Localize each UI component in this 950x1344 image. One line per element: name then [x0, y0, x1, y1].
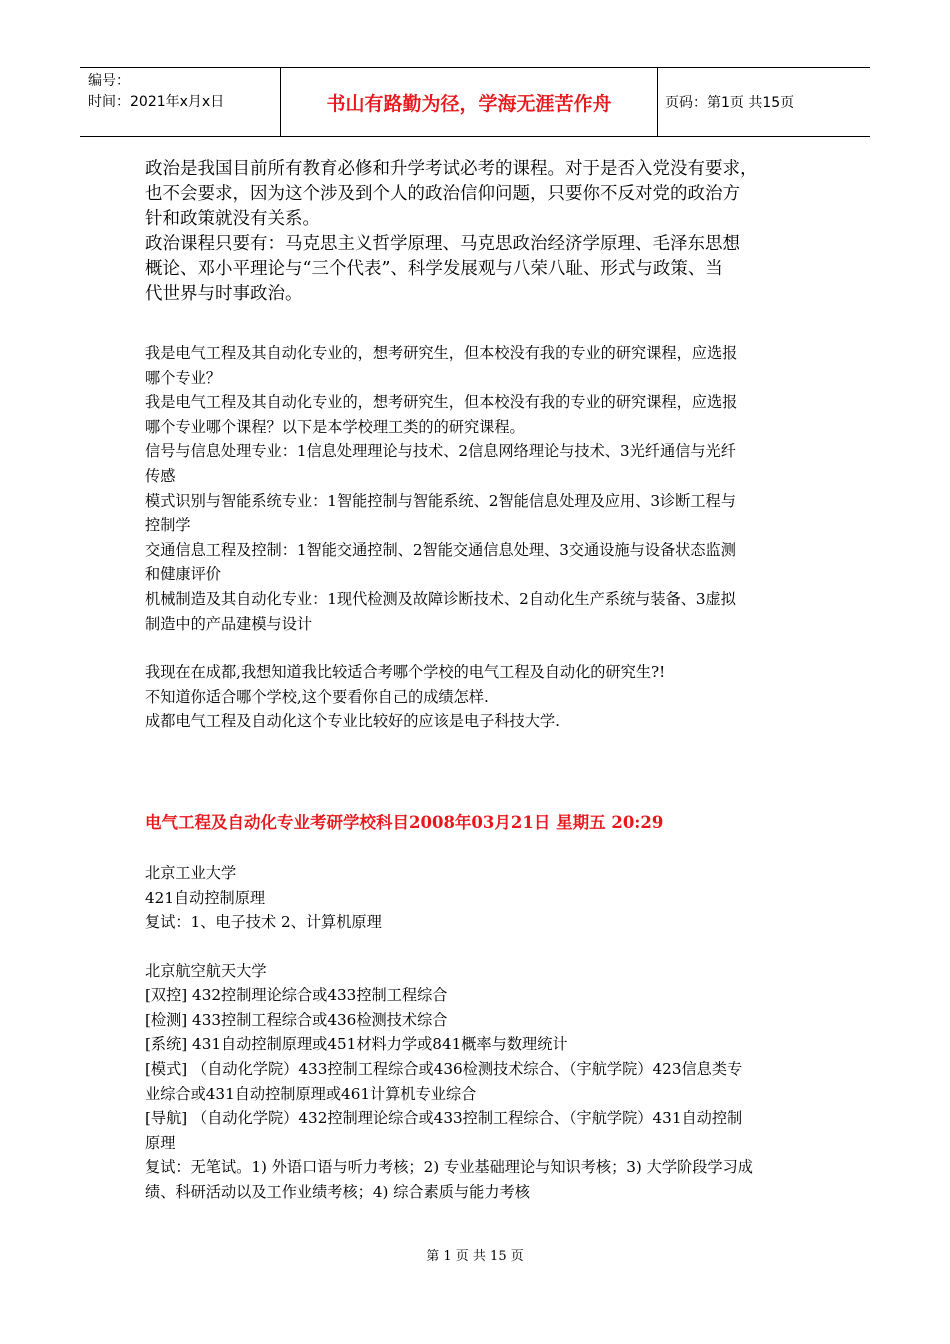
text-line: 原理 [145, 1133, 176, 1152]
text-line: 我现在在成都,我想知道我比较适合考哪个学校的电气工程及自动化的研究生?! [145, 663, 666, 682]
text-line: 针和政策就没有关系。 [145, 209, 320, 229]
qa-section-2 [145, 660, 810, 734]
text-line: 机械制造及其自动化专业：1现代检测及故障诊断技术、2自动化生产系统与装备、3虚拟 [145, 589, 736, 608]
time-label: 时间：2021年x月x日 [88, 94, 225, 110]
text-line: 也不会要求，因为这个涉及到个人的政治信仰问题，只要你不反对党的政治方 [145, 184, 740, 204]
text-line: 政治课程只要有：马克思主义哲学原理、马克思政治经济学原理、毛泽东思想 [145, 234, 740, 254]
text-line: 代世界与时事政治。 [145, 284, 303, 304]
text-line: 模式识别与智能系统专业：1智能控制与智能系统、2智能信息处理及应用、3诊断工程与 [145, 491, 736, 510]
text-line: 421自动控制原理 [145, 888, 266, 907]
text-line: 交通信息工程及控制：1智能交通控制、2智能交通信息处理、3交通设施与设备状态监测 [145, 540, 736, 559]
intro-paragraph [145, 157, 810, 307]
text-line: [模式] （自动化学院）433控制工程综合或436检测技术综合、（宇航学院）423信息类专 [145, 1060, 743, 1079]
text-line: 我是电气工程及其自动化专业的，想考研究生，但本校没有我的专业的研究课程，应选报 [145, 344, 738, 362]
text-line: [导航] （自动化学院）432控制理论综合或433控制工程综合、（宇航学院）431自动控制 [145, 1109, 743, 1128]
text-line: [检测] 433控制工程综合或436检测技术综合 [145, 1010, 448, 1029]
text-line: 绩、科研活动以及工作业绩考核；4) 综合素质与能力考核 [145, 1183, 530, 1202]
text-line: 哪个专业？ [145, 368, 221, 387]
text-line: 传感 [145, 466, 176, 485]
buaa-block [145, 959, 810, 1205]
text-line: 成都电气工程及自动化这个专业比较好的应该是电子科技大学. [145, 712, 560, 731]
text-line: 我是电气工程及其自动化专业的，想考研究生，但本校没有我的专业的研究课程，应选报 [145, 393, 738, 412]
qa-section-1 [145, 341, 810, 636]
text-line: [双控] 432控制理论综合或433控制工程综合 [145, 986, 448, 1005]
text-line: 复试：1、电子技术 2、计算机原理 [145, 913, 382, 932]
text-line: 政治是我国目前所有教育必修和升学考试必考的课程。对于是否入党没有要求， [145, 159, 758, 179]
page-footer: 第 1 页 共 15 页 [426, 1249, 524, 1264]
text-line: 北京工业大学 [145, 863, 237, 882]
text-line: 不知道你适合哪个学校,这个要看你自己的成绩怎样. [145, 687, 489, 706]
text-line: 信号与信息处理专业：1信息处理理论与技术、2信息网络理论与技术、3光纤通信与光纤 [145, 442, 736, 461]
header-meta [80, 68, 280, 136]
page-header [80, 67, 870, 137]
text-line: 业综合或431自动控制原理或461计算机专业综合 [145, 1084, 477, 1103]
header-page-info: 页码：第1页 共15页 [665, 95, 795, 111]
text-line: 和健康评价 [145, 565, 221, 584]
text-line: 控制学 [145, 516, 191, 535]
header-motto: 书山有路勤为径，学海无涯苦作舟 [280, 68, 658, 136]
text-line: 复试：无笔试。1) 外语口语与听力考核；2) 专业基础理论与知识考核；3) 大学阶段学习成 [145, 1158, 753, 1177]
text-line: [系统] 431自动控制原理或451材料力学或841概率与数理统计 [145, 1035, 568, 1054]
number-label: 编号： [88, 73, 130, 89]
text-line: 概论、邓小平理论与“三个代表”、科学发展观与八荣八耻、形式与政策、当 [145, 259, 723, 279]
text-line: 制造中的产品建模与设计 [145, 614, 313, 633]
section-title: 电气工程及自动化专业考研学校科目2008年03月21日 星期五 20:29 [145, 812, 664, 832]
document-body [145, 157, 810, 1205]
text-line: 哪个专业哪个课程？以下是本学校理工类的的研究课程。 [145, 417, 525, 436]
bjut-block [145, 861, 810, 935]
text-line: 北京航空航天大学 [145, 961, 267, 980]
